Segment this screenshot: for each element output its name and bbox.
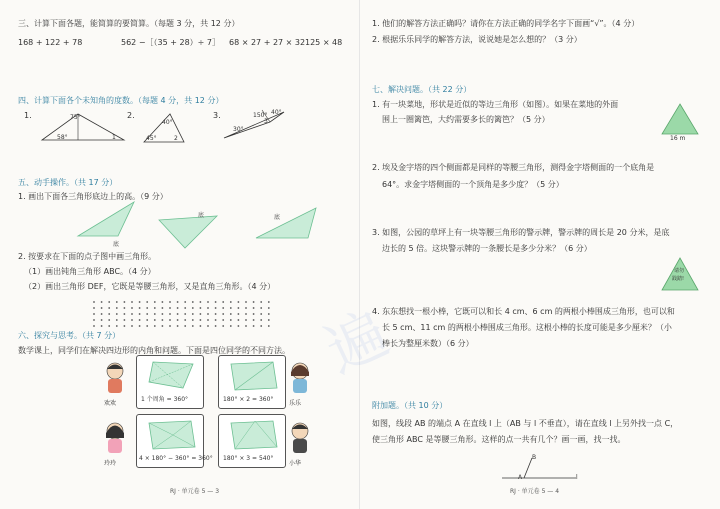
grid-dot [101, 307, 103, 309]
grid-dot [222, 313, 224, 315]
section-4-title: 四、计算下面各个未知角的度数。（每题 4 分，共 12 分） [18, 96, 224, 105]
grid-dot [146, 325, 148, 327]
problem-3-line-2: 边长的 5 倍。这块警示牌的一条腰长是多少分米？（6 分） [382, 244, 592, 253]
grid-dot [184, 307, 186, 309]
grid-dot [230, 307, 232, 309]
grid-dot [253, 301, 255, 303]
grid-dot [177, 319, 179, 321]
student-name-4: 小华 [289, 460, 302, 467]
grid-dot [93, 313, 95, 315]
grid-dot [200, 301, 202, 303]
grid-dot [131, 325, 133, 327]
warning-sign-triangle [660, 256, 700, 294]
grid-dot [222, 301, 224, 303]
extra-line-2: 使三角形 ABC 是等腰三角形。这样的点一共有几个？画一画，找一找。 [372, 435, 626, 444]
grid-dot [260, 307, 262, 309]
grid-dot [253, 307, 255, 309]
angle-fig1 [40, 112, 130, 144]
angle-fig2-a1: 40° [162, 119, 173, 126]
grid-dot [124, 313, 126, 315]
student-lele-avatar [288, 362, 312, 396]
grid-dot [245, 325, 247, 327]
grid-dot [101, 325, 103, 327]
grid-dot [215, 301, 217, 303]
grid-dot [253, 325, 255, 327]
grid-dot [215, 313, 217, 315]
grid-dot [101, 313, 103, 315]
grid-dot [215, 307, 217, 309]
grid-dot [108, 325, 110, 327]
grid-dot [230, 319, 232, 321]
r-question-2: 2. 根据乐乐同学的解答方法，说说她是怎么想的？（3 分） [372, 35, 582, 44]
expr-3: 68 × 27 + 27 × 32 [229, 38, 306, 47]
grid-dot [260, 319, 262, 321]
grid-dot [192, 301, 194, 303]
grid-dot [200, 313, 202, 315]
triangle-1 [78, 200, 138, 240]
grid-dot [238, 325, 240, 327]
grid-dot [116, 301, 118, 303]
angle-fig1-a2: 58° [57, 134, 68, 141]
student-huanhuan-avatar [103, 362, 127, 396]
grid-dot [177, 325, 179, 327]
method-formula-4: 180° × 3 = 540° [223, 455, 274, 462]
extra-label-a: A [518, 474, 523, 481]
grid-dot [139, 301, 141, 303]
student-name-1: 欢欢 [104, 400, 117, 407]
section-6-title: 六、探究与思考。（共 7 分） [18, 331, 121, 340]
grid-dot [268, 301, 270, 303]
grid-dot [139, 307, 141, 309]
angle-fig3-a3: 30° [233, 126, 244, 133]
grid-dot [207, 325, 209, 327]
grid-dot [177, 301, 179, 303]
grid-dot [268, 307, 270, 309]
right-footer: RJ · 单元卷 5 — 4 [510, 488, 560, 495]
expr-2: 562 −［（35 + 28）÷ 7］ [121, 38, 220, 47]
grid-dot [245, 307, 247, 309]
s5-question-2-1: （1）画出钝角三角形 ABC。（4 分） [24, 267, 156, 276]
grid-dot [253, 313, 255, 315]
expr-4: 125 × 48 [305, 38, 343, 47]
student-name-3: 玲玲 [104, 460, 117, 467]
grid-dot [162, 301, 164, 303]
grid-dot [154, 301, 156, 303]
grid-dot [207, 307, 209, 309]
method-box-3 [136, 414, 213, 468]
grid-dot [93, 307, 95, 309]
grid-dot [245, 313, 247, 315]
problem-1-line-2: 围上一圈篱笆，大约需要多长的篱笆？（5 分） [382, 115, 550, 124]
grid-dot [146, 319, 148, 321]
angle-fig1-num: 1. [24, 111, 32, 120]
problem-2-line-1: 2. 埃及金字塔的四个侧面都是同样的等腰三角形，测得金字塔侧面的一个底角是 [372, 163, 655, 172]
grid-dot [268, 325, 270, 327]
triangle-1-base-label: 底 [113, 241, 120, 248]
watermark: 遍 [315, 298, 400, 387]
grid-dot [116, 313, 118, 315]
grid-dot [192, 325, 194, 327]
grid-dot [169, 301, 171, 303]
grid-dot [184, 319, 186, 321]
s6-intro: 数学课上，同学们在解决四边形的内角和问题。下面是四位同学的不同方法。 [18, 346, 290, 355]
method-formula-2: 180° × 2 = 360° [223, 396, 274, 403]
sign-text-1: 请勿 [674, 268, 685, 274]
extra-line-1: 如图，线段 AB 的端点 A 在直线 l 上（AB 与 l 不垂直），请在直线 l 上另外找一点 C， [372, 419, 679, 428]
grid-dot [93, 301, 95, 303]
grid-dot [131, 319, 133, 321]
angle-fig2-num: 2. [127, 111, 135, 120]
method-formula-1: 1 个周角 = 360° [141, 396, 189, 403]
grid-dot [215, 325, 217, 327]
sign-text-2: 践踏! [672, 276, 685, 282]
grid-dot [116, 319, 118, 321]
problem-2-line-2: 64°。求金字塔侧面的一个顶角是多少度？（5 分） [382, 180, 564, 189]
s5-question-2-2: （2）画出三角形 DEF，它既是等腰三角形，又是直角三角形。（4 分） [24, 282, 276, 291]
grid-dot [154, 319, 156, 321]
triangle-2-base-label: 底 [198, 212, 205, 219]
grid-dot [116, 307, 118, 309]
grid-dot [169, 325, 171, 327]
grid-dot [238, 307, 240, 309]
problem-4-line-2: 长 5 cm、11 cm 的两根小棒围成三角形。这根小棒的长度可能是多少厘米？（小 [382, 323, 672, 332]
grid-dot [146, 313, 148, 315]
angle-fig3-a2: 40° [271, 109, 282, 116]
grid-dot [101, 301, 103, 303]
grid-dot [238, 301, 240, 303]
section-5-title: 五、动手操作。（共 17 分） [18, 178, 118, 187]
grid-dot [184, 301, 186, 303]
grid-dot [177, 307, 179, 309]
right-page [360, 0, 720, 509]
grid-dot [238, 313, 240, 315]
grid-dot [192, 319, 194, 321]
grid-dot [162, 319, 164, 321]
grid-dot [131, 301, 133, 303]
grid-dot [230, 313, 232, 315]
grid-dot [162, 313, 164, 315]
grid-dot [184, 325, 186, 327]
grid-dot [200, 307, 202, 309]
grid-dot [124, 301, 126, 303]
extra-label-b: B [532, 454, 537, 461]
grid-dot [131, 313, 133, 315]
triangle-2 [155, 214, 225, 252]
grid-dot [108, 301, 110, 303]
extra-figure [500, 454, 580, 484]
grid-dot [162, 307, 164, 309]
grid-dot [93, 319, 95, 321]
grid-dot [154, 313, 156, 315]
grid-dot [139, 319, 141, 321]
grid-dot [169, 307, 171, 309]
grid-dot [108, 307, 110, 309]
extra-label-l: l [576, 474, 578, 481]
extra-title: 附加题。（共 10 分） [372, 401, 448, 410]
grid-dot [268, 313, 270, 315]
grid-dot [116, 325, 118, 327]
problem-4-line-1: 4. 东东想找一根小棒，它既可以和长 4 cm、6 cm 的两根小棒围成三角形，也可以和 [372, 307, 675, 316]
grid-dot [207, 301, 209, 303]
problem-1-line-1: 1. 有一块菜地，形状是近似的等边三角形（如图）。如果在菜地的外面 [372, 100, 619, 109]
grid-dot [222, 319, 224, 321]
grid-dot [139, 313, 141, 315]
grid-dot [169, 319, 171, 321]
grid-dot [184, 313, 186, 315]
angle-fig3-a4: 3 [264, 118, 268, 125]
section-3-title: 三、计算下面各题，能简算的要简算。（每题 3 分，共 12 分） [18, 19, 240, 28]
r-question-1: 1. 他们的解答方法正确吗？请你在方法正确的同学名字下面画“√”。（4 分） [372, 19, 640, 28]
grid-dot [245, 319, 247, 321]
triangle-3 [252, 206, 322, 242]
grid-dot [222, 325, 224, 327]
expr-1: 168 + 122 + 78 [18, 38, 83, 47]
s5-question-2: 2. 按要求在下面的点子图中画三角形。 [18, 252, 157, 261]
grid-dot [192, 313, 194, 315]
grid-dot [200, 325, 202, 327]
angle-fig3-num: 3. [213, 111, 221, 120]
triangle-3-base-label: 底 [274, 214, 281, 221]
grid-dot [260, 325, 262, 327]
grid-dot [169, 313, 171, 315]
grid-dot [124, 325, 126, 327]
student-lingling-avatar [103, 422, 127, 456]
grid-dot [230, 325, 232, 327]
grid-dot [124, 319, 126, 321]
grid-dot [230, 301, 232, 303]
grid-dot [268, 319, 270, 321]
grid-dot [146, 307, 148, 309]
left-footer: RJ · 单元卷 5 — 3 [170, 488, 220, 495]
grid-dot [154, 325, 156, 327]
grid-dot [207, 313, 209, 315]
section-7-title: 七、解决问题。（共 22 分） [372, 85, 472, 94]
grid-dot [200, 319, 202, 321]
angle-fig3-a1: 150° [253, 112, 268, 119]
method-formula-3: 4 × 180° − 360° = 360° [139, 455, 213, 462]
grid-dot [146, 301, 148, 303]
student-xiaohua-avatar [288, 422, 312, 456]
s5-question-1: 1. 画出下面各三角形底边上的高。（9 分） [18, 192, 168, 201]
grid-dot [108, 319, 110, 321]
grid-dot [207, 319, 209, 321]
grid-dot [177, 313, 179, 315]
grid-dot [108, 313, 110, 315]
grid-dot [238, 319, 240, 321]
angle-fig1-a3: 1 [112, 134, 116, 141]
grid-dot [253, 319, 255, 321]
method-box-4 [218, 414, 286, 468]
method-box-1 [136, 355, 204, 409]
grid-dot [162, 325, 164, 327]
grid-dot [245, 301, 247, 303]
grid-dot [139, 325, 141, 327]
student-name-2: 乐乐 [289, 400, 302, 407]
grid-dot [124, 307, 126, 309]
grid-dot [154, 307, 156, 309]
grid-dot [215, 319, 217, 321]
grid-dot [260, 301, 262, 303]
grid-dot [131, 307, 133, 309]
grid-dot [93, 325, 95, 327]
field-side-label: 16 m [670, 135, 686, 142]
angle-fig2-a3: 2 [174, 135, 178, 142]
problem-3-line-1: 3. 如图，公园的草坪上有一块等腰三角形的警示牌，警示牌的周长是 20 分米，是底 [372, 228, 670, 237]
angle-fig1-a1: 75° [70, 114, 81, 121]
grid-dot [260, 313, 262, 315]
problem-4-line-3: 棒长为整厘米数）（6 分） [382, 339, 474, 348]
grid-dot [192, 307, 194, 309]
grid-dot [101, 319, 103, 321]
angle-fig2-a2: 45° [146, 135, 157, 142]
method-box-2 [218, 355, 286, 409]
grid-dot [222, 307, 224, 309]
